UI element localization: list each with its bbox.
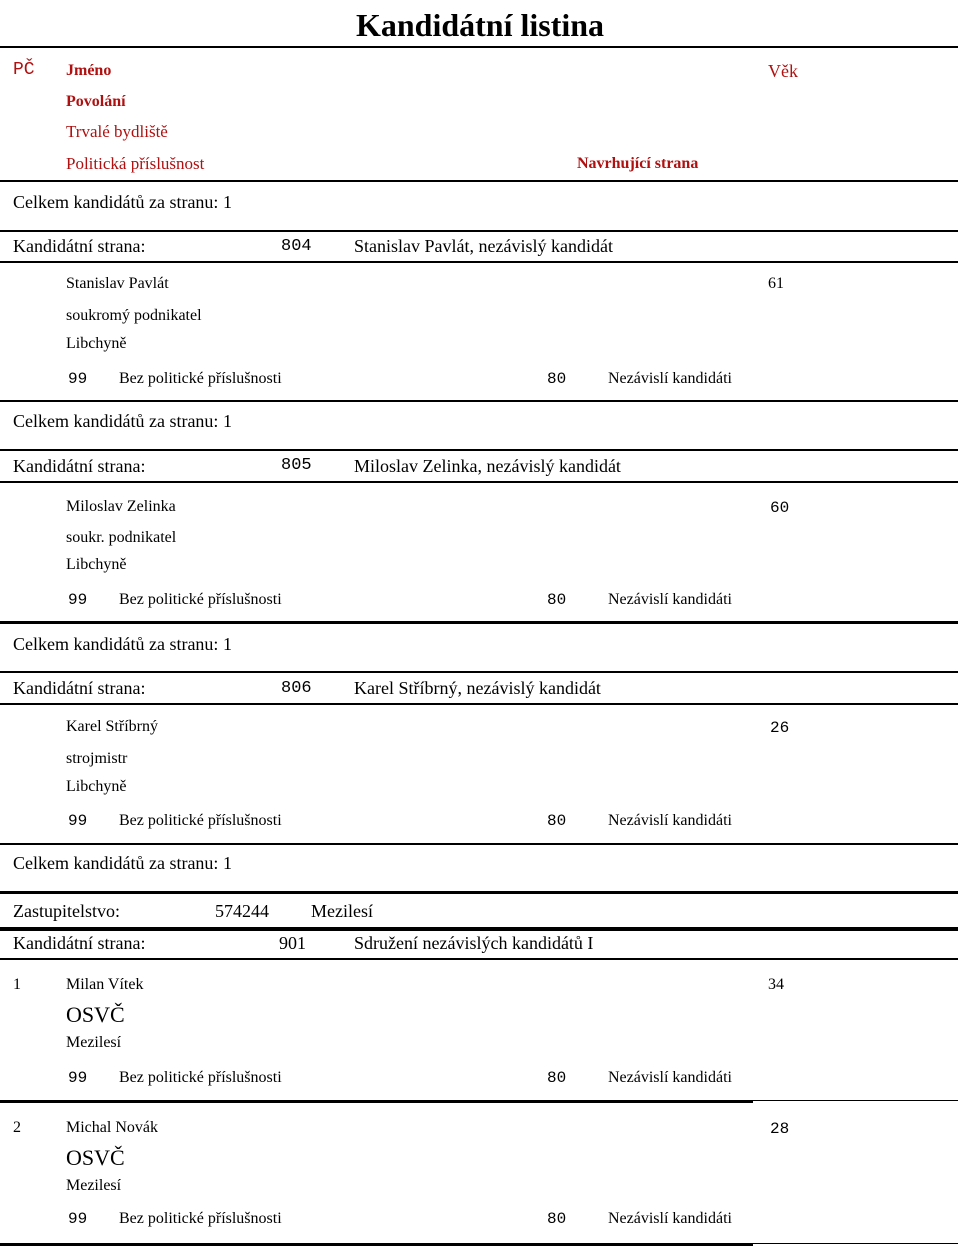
affiliation-code: 99	[68, 1210, 88, 1228]
party-code: 804	[281, 237, 312, 256]
candidate-occupation: soukromý podnikatel	[66, 307, 202, 324]
party-label: Kandidátní strana:	[13, 678, 146, 698]
party-code: 901	[279, 933, 306, 953]
nominating-code: 80	[547, 1210, 567, 1228]
party-label: Kandidátní strana:	[13, 236, 146, 256]
total-value: 1	[222, 411, 232, 431]
candidate-age: 34	[768, 976, 784, 993]
candidate-pc: 1	[13, 976, 21, 993]
page-title: Kandidátní listina	[355, 7, 605, 43]
candidate-affiliation: Bez politické příslušnosti	[119, 370, 282, 387]
candidate-name: Milan Vítek	[66, 976, 144, 993]
candidate-name: Michal Novák	[66, 1119, 158, 1136]
party-code: 805	[281, 456, 312, 475]
party-label: Kandidátní strana:	[13, 456, 146, 476]
council-label: Zastupitelstvo:	[13, 901, 120, 921]
candidate-age: 28	[770, 1120, 790, 1138]
affiliation-code: 99	[68, 812, 88, 830]
nominating-party: Nezávislí kandidáti	[608, 591, 732, 608]
divider	[0, 400, 958, 402]
nominating-code: 80	[547, 591, 567, 609]
total-value: 1	[222, 192, 232, 212]
party-total	[13, 193, 232, 211]
candidate-name: Stanislav Pavlát	[66, 275, 169, 292]
party-code: 806	[281, 679, 312, 698]
divider	[753, 1243, 958, 1244]
council-code: 574244	[215, 901, 269, 921]
divider	[0, 958, 958, 960]
candidate-age: 26	[770, 719, 790, 737]
candidate-residence: Mezilesí	[66, 1034, 122, 1051]
divider	[0, 481, 958, 483]
legend-pc: PČ	[13, 60, 35, 80]
legend-nominating: Navrhující strana	[577, 155, 699, 172]
candidate-occupation: soukr. podnikatel	[66, 529, 177, 546]
divider	[0, 621, 958, 624]
candidate-residence: Mezilesí	[66, 1177, 122, 1194]
total-value: 1	[222, 634, 232, 654]
party-name: Karel Stříbrný, nezávislý kandidát	[354, 678, 601, 698]
council-name: Mezilesí	[311, 901, 373, 921]
candidate-age: 60	[770, 499, 790, 517]
divider	[0, 261, 958, 263]
party-name: Stanislav Pavlát, nezávislý kandidát	[354, 236, 613, 256]
candidate-residence: Libchyně	[66, 335, 127, 352]
candidate-affiliation: Bez politické příslušnosti	[119, 1069, 282, 1086]
divider	[753, 1100, 958, 1101]
nominating-party: Nezávislí kandidáti	[608, 370, 732, 387]
candidate-age: 61	[768, 275, 784, 292]
candidate-name: Karel Stříbrný	[66, 718, 158, 735]
total-label: Celkem kandidátů za stranu:	[13, 634, 219, 654]
affiliation-code: 99	[68, 370, 88, 388]
party-total	[13, 854, 232, 872]
divider	[0, 843, 958, 845]
divider	[0, 1243, 753, 1246]
total-label: Celkem kandidátů za stranu:	[13, 853, 219, 873]
legend-affiliation: Politická příslušnost	[66, 154, 205, 173]
candidate-occupation: strojmistr	[66, 750, 128, 767]
nominating-code: 80	[547, 1069, 567, 1087]
nominating-party: Nezávislí kandidáti	[608, 1210, 732, 1227]
party-total	[13, 412, 232, 430]
affiliation-code: 99	[68, 1069, 88, 1087]
candidate-name: Miloslav Zelinka	[66, 498, 176, 515]
legend-occupation: Povolání	[66, 93, 126, 110]
nominating-code: 80	[547, 370, 567, 388]
divider	[0, 1100, 753, 1103]
candidate-occupation: OSVČ	[66, 1145, 125, 1170]
nominating-party: Nezávislí kandidáti	[608, 1069, 732, 1086]
candidate-pc: 2	[13, 1119, 21, 1136]
candidate-residence: Libchyně	[66, 556, 127, 573]
divider	[0, 671, 958, 673]
divider	[0, 891, 958, 894]
total-value: 1	[222, 853, 232, 873]
divider	[0, 230, 958, 232]
affiliation-code: 99	[68, 591, 88, 609]
divider	[0, 927, 958, 931]
legend-residence: Trvalé bydliště	[66, 122, 168, 141]
divider	[0, 449, 958, 451]
candidate-occupation: OSVČ	[66, 1002, 125, 1027]
candidate-affiliation: Bez politické příslušnosti	[119, 1210, 282, 1227]
party-name: Sdružení nezávislých kandidátů I	[354, 933, 594, 953]
nominating-code: 80	[547, 812, 567, 830]
total-label: Celkem kandidátů za stranu:	[13, 411, 219, 431]
title-rule	[0, 46, 958, 48]
divider	[0, 703, 958, 705]
party-label: Kandidátní strana:	[13, 933, 146, 953]
candidate-affiliation: Bez politické příslušnosti	[119, 812, 282, 829]
total-label: Celkem kandidátů za stranu:	[13, 192, 219, 212]
party-total	[13, 635, 232, 653]
nominating-party: Nezávislí kandidáti	[608, 812, 732, 829]
divider	[0, 180, 958, 182]
candidate-affiliation: Bez politické příslušnosti	[119, 591, 282, 608]
legend-name: Jméno	[66, 62, 112, 79]
party-name: Miloslav Zelinka, nezávislý kandidát	[354, 456, 621, 476]
legend-age: Věk	[768, 61, 798, 81]
candidate-residence: Libchyně	[66, 778, 127, 795]
